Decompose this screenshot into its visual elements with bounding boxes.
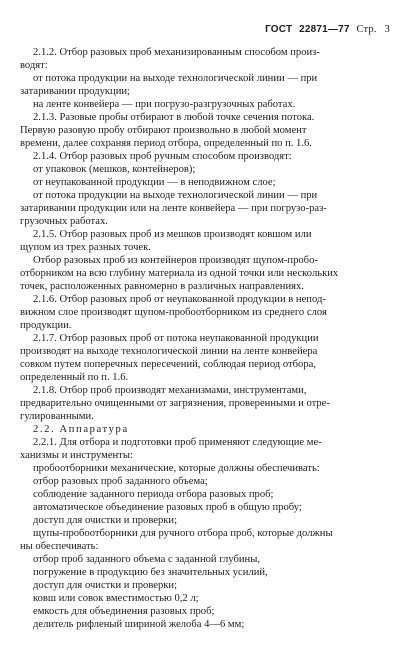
text-line: вижном слое производят щупом-пробоотборником из среднего слоя (20, 307, 327, 318)
text-line: продукции. (20, 320, 72, 331)
text-line: гулированными. (20, 411, 94, 422)
text-line: отборником на всю глубину материала из одной точки или нескольких (20, 268, 339, 279)
text-line: Первую разовую пробу отбирают произвольно в любой момент (20, 125, 307, 136)
text-line: на ленте конвейера — при погрузо-разгрузочных работах. (33, 99, 296, 110)
text-line: совком путем поперечных пересечений, соблюдая период отбора, (20, 359, 316, 370)
text-line: от потока продукции на выходе технологической линии — при (33, 73, 318, 84)
text-line: времени, далее сохраняя период отбора, определенный по п. 1.6. (20, 138, 312, 149)
standard-number: 22871—77 (299, 24, 350, 35)
text-line: точек, расположенных равномерно в различных направлениях. (20, 281, 304, 292)
text-line: емкость для объединения разовых проб; (33, 606, 215, 617)
text-line: щупы-пробоотборники для ручного отбора проб, которые должны (33, 528, 333, 539)
text-line: 2.1.2. Отбор разовых проб механизированным способом произ- (33, 47, 320, 58)
text-line: щупом из трех разных точек. (20, 242, 151, 253)
text-line: затаривании продукции или на ленте конвейера — при погрузо-раз- (20, 203, 327, 214)
standard-label: ГОСТ (265, 24, 293, 35)
text-line: погружение в продукцию без значительных усилий, (33, 567, 268, 578)
text-line: отбор разовых проб заданного объема; (33, 476, 208, 487)
text-line: водят: (20, 60, 48, 71)
text-line: от неупакованной продукции — в неподвижном слое; (33, 177, 276, 188)
text-line: определенный по п. 1.6. (20, 372, 129, 383)
text-line: от потока продукции на выходе технологической линии — при (33, 190, 318, 201)
text-line: ны обеспечивать: (20, 541, 99, 552)
text-line: отбор проб заданного объема с заданной глубины, (33, 554, 260, 565)
text-line: производят на выходе технологической линии на ленте конвейера (20, 346, 318, 357)
text-line: делитель рифленый шириной желоба 4—6 мм; (33, 619, 245, 630)
text-line: ханизмы и инструменты: (20, 450, 133, 461)
page-number: 3 (384, 24, 390, 35)
text-line: 2.1.6. Отбор разовых проб от неупакованной продукции в непод- (33, 294, 326, 305)
page-label: Стр. (356, 24, 377, 35)
text-line: затаривании продукции; (20, 86, 131, 97)
text-line: 2.1.3. Разовые пробы отбирают в любой точке сечения потока. (33, 112, 315, 123)
text-line: пробоотборники механические, которые должны обеспечивать: (33, 463, 320, 474)
text-line: предварительно очищенными от загрязнения, проверенными и отре- (20, 398, 330, 409)
text-line: от упаковок (мешков, контейнеров); (33, 164, 196, 175)
text-line: грузочных работах. (20, 216, 108, 227)
text-line: соблюдение заданного периода отбора разовых проб; (33, 489, 274, 500)
text-line: 2.1.5. Отбор разовых проб из мешков производят ковшом или (33, 229, 312, 240)
text-line: 2.1.7. Отбор разовых проб от потока неупакованной продукции (33, 333, 319, 344)
text-line: ковш или совок вместимостью 0,2 л; (33, 593, 199, 604)
text-line: автоматическое объединение разовых проб в общую пробу; (33, 502, 302, 513)
text-line: 2.1.8. Отбор проб производят механизмами, инструментами, (33, 385, 307, 396)
text-line: доступ для очистки и проверки; (33, 515, 178, 526)
text-line: доступ для очистки и проверки; (33, 580, 178, 591)
section-heading: 2.2. Аппаратура (33, 424, 129, 435)
text-line: 2.1.4. Отбор разовых проб ручным способом производят: (33, 151, 292, 162)
page-header (265, 24, 390, 35)
text-line: 2.2.1. Для отбора и подготовки проб применяют следующие ме- (33, 437, 322, 448)
text-line: Отбор разовых проб из контейнеров производят щупом-пробо- (33, 255, 318, 266)
